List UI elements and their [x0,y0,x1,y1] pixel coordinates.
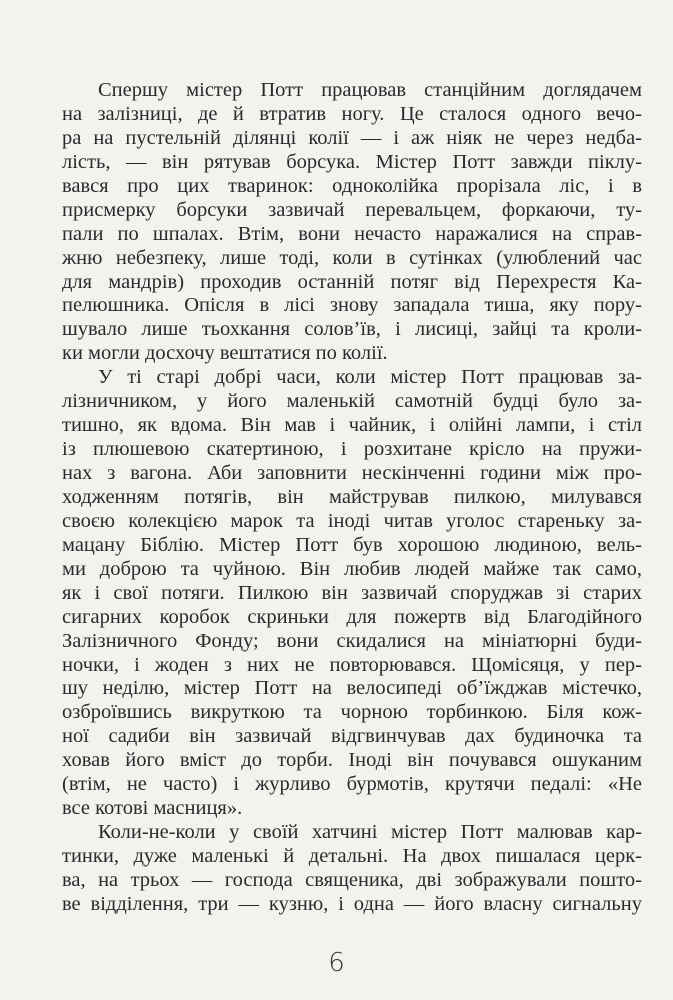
text-line: ховав його вміст до торби. Іноді він почувався ошуканим [62,749,642,772]
text-line: сигарних коробок скриньки для пожертв від Благодійного [62,605,642,628]
body-text [62,79,642,917]
text-line: вався про цих тваринок: одноколійка прорізала ліс, і в [62,174,642,197]
text-line: для мандрів) проходив останній потяг від Перехрестя Ка- [62,270,642,293]
text-line: лізничником, у його маленькій самотній будці було за- [62,390,642,413]
page-number: 6 [328,948,345,978]
text-line: тинки, дуже маленькі й детальні. На двох пишалася церк- [62,845,642,867]
text-line: ки могли досхочу вештатися по колії. [62,342,388,365]
text-line: ва, на трьох — господа священика, дві зображували пошто- [62,868,642,891]
text-line: лість, — він рятував борсука. Містер Потт завжди піклу- [62,150,642,173]
text-line: ми доброю та чуйною. Він любив людей майже так само, [62,557,642,580]
text-line: тишно, як вдома. Він мав і чайник, і олійні лампи, і стіл [62,414,642,437]
text-line: озброївшись викруткою та чорною торбинкою. Біля кож- [62,701,642,724]
text-line: пали по шпалах. Втім, вони нечасто наражалися на справ- [62,222,642,245]
text-line: ра на пустельній ділянці колії — і аж ніяк не через недба- [62,126,642,149]
text-line: пелюшника. Опісля в лісі знову западала тиша, яку пору- [62,294,642,317]
text-line: Спершу містер Потт працював станційним доглядачем [98,79,642,101]
text-line: все котові масниця». [62,797,243,820]
text-line: Коли-не-коли у своїй хатчині містер Потт малював кар- [98,821,642,844]
text-line: мацану Біблію. Містер Потт був хорошою людиною, вель- [62,533,642,556]
text-line: присмерку борсуки зазвичай перевальцем, форкаючи, ту- [62,198,642,221]
text-line: Залізничного Фонду; вони скидалися на мініатюрні буди- [62,629,642,652]
text-line: ходженням потягів, він майстрував пилкою, милувався [62,485,642,508]
text-line: У ті старі добрі часи, коли містер Потт працював за- [98,366,642,389]
text-line: із плюшевою скатертиною, і розхитане крісло на пружи- [62,438,642,461]
text-line: жню небезпеку, лише тоді, коли в сутінках (улюблений час [62,246,642,269]
text-line: шувало лише тьохкання солов’їв, і лисиці, зайці та кроли- [62,318,642,341]
text-line: (втім, не часто) і журливо бурмотів, крутячи педалі: «Не [62,773,642,796]
text-line: як і свої потяги. Пилкою він зазвичай споруджав зі старих [62,581,642,604]
text-line: шу неділю, містер Потт на велосипеді об’їжджав містечко, [62,677,642,700]
text-line: ночки, і жоден з них не повторювався. Щомісяця, у пер- [62,653,642,676]
text-line: своєю колекцією марок та іноді читав уголос стареньку за- [62,509,642,532]
text-line: на залізниці, де й втратив ногу. Це сталося одного вечо- [62,102,642,125]
text-line: ної садиби він зазвичай відгвинчував дах будиночка та [62,725,642,748]
text-line: нах з вагона. Аби заповнити нескінченні години між про- [62,462,642,484]
text-line: ве відділення, три — кузню, і одна — його власну сигнальну [62,892,642,915]
